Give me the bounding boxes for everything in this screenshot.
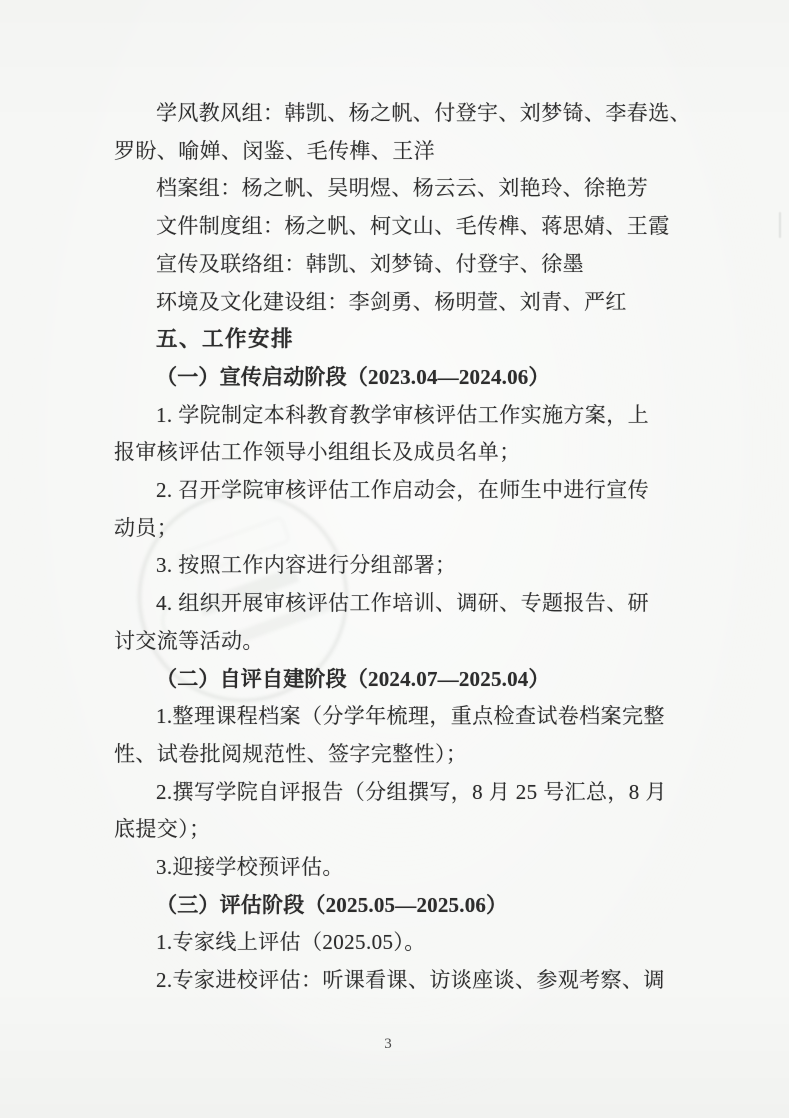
doc-line-item: 1.整理课程档案（分学年梳理，重点检查试卷档案完整 (156, 704, 665, 729)
doc-line-item: 4. 组织开展审核评估工作培训、调研、专题报告、研 (156, 591, 649, 616)
doc-line-group-documents: 文件制度组：杨之帆、柯文山、毛传榫、蒋思婧、王霞 (156, 214, 670, 239)
stage-heading-3: （三）评估阶段（2025.05—2025.06） (156, 892, 508, 917)
doc-line-item: 3. 按照工作内容进行分组部署； (156, 553, 457, 578)
stage-heading-1: （一）宣传启动阶段（2023.04—2024.06） (156, 364, 550, 389)
section-heading-work-plan: 五、工作安排 (156, 327, 295, 352)
doc-line-item: 2.专家进校评估：听课看课、访谈座谈、参观考察、调 (156, 968, 665, 993)
doc-line-item-cont: 底提交）； (114, 817, 211, 842)
doc-line-item-cont: 性、试卷批阅规范性、签字完整性）； (114, 741, 468, 766)
doc-line-item: 1.专家线上评估（2025.05）。 (156, 930, 426, 955)
document-body (114, 95, 789, 1000)
doc-line-group-studystyle: 学风教风组：韩凯、杨之帆、付登宇、刘梦锜、李春选、 (156, 101, 691, 125)
doc-line-group-studystyle-cont: 罗盼、喻婵、闵鉴、毛传榫、王洋 (114, 138, 435, 163)
doc-line-item: 3.迎接学校预评估。 (156, 855, 344, 880)
doc-line-group-environment: 环境及文化建设组：李剑勇、杨明萱、刘青、严红 (156, 289, 627, 314)
doc-line-item: 2. 召开学院审核评估工作启动会，在师生中进行宣传 (156, 478, 649, 503)
doc-line-item-cont: 报审核评估工作领导小组组长及成员名单； (114, 440, 521, 465)
doc-line-item: 2.撰写学院自评报告（分组撰写，8 月 25 号汇总，8 月 (156, 779, 667, 804)
doc-line-item: 1. 学院制定本科教育教学审核评估工作实施方案，上 (156, 402, 649, 427)
page-number: 3 (384, 1036, 393, 1052)
doc-line-item-cont: 讨交流等活动。 (114, 628, 264, 653)
stage-heading-2: （二）自评自建阶段（2024.07—2025.04） (156, 666, 550, 691)
doc-line-group-archive: 档案组：杨之帆、吴明煜、杨云云、刘艳玲、徐艳芳 (156, 176, 649, 201)
doc-line-group-publicity: 宣传及联络组：韩凯、刘梦锜、付登宇、徐墨 (156, 251, 584, 276)
doc-line-item-cont: 动员； (114, 515, 179, 540)
